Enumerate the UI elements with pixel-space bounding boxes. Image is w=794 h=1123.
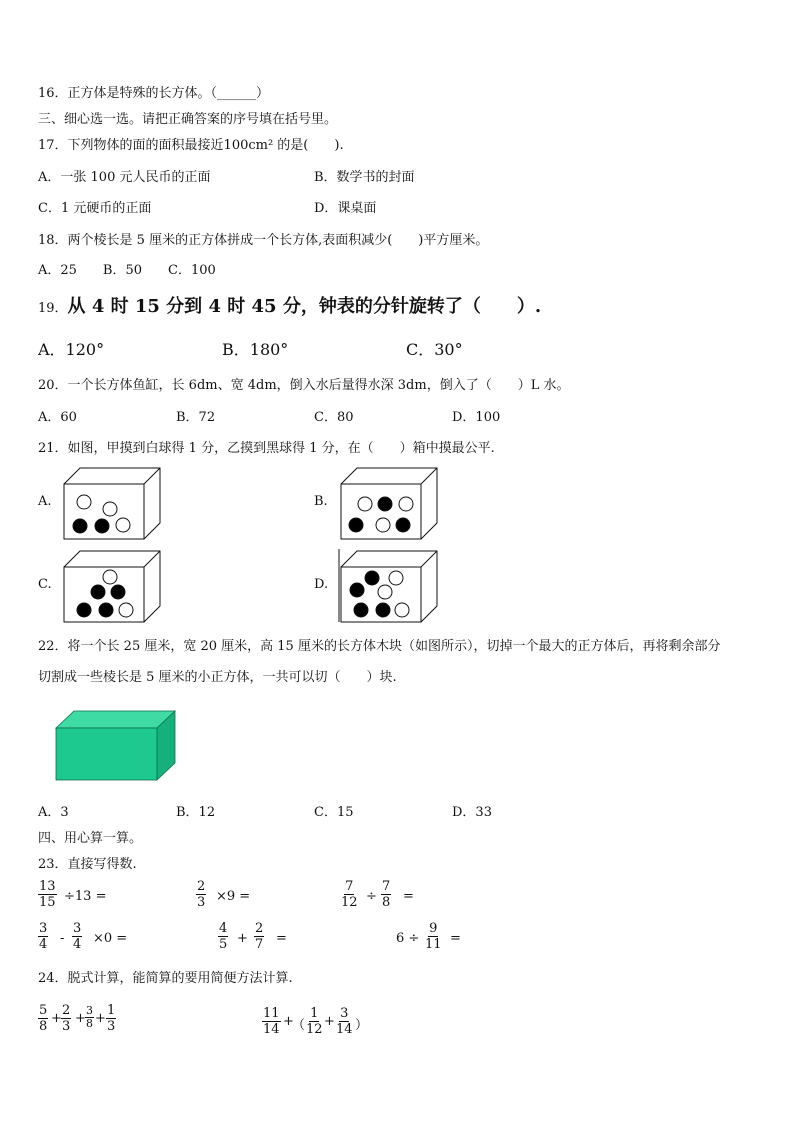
q22-option-c[interactable]: C．15 — [314, 805, 354, 820]
q22-text-line1: 22．将一个长 25 厘米，宽 20 厘米，高 15 厘米的长方体木块（如图所示），切掉一个最大的正方体后，再将剩余部分 — [38, 639, 721, 654]
open-paren: （ — [292, 1018, 306, 1033]
black-ball — [95, 519, 109, 533]
q23-text: 23．直接写得数. — [38, 857, 137, 872]
expr-rest: = — [403, 889, 414, 904]
q17-option-c[interactable]: C．1 元硬币的正面 — [38, 201, 152, 216]
q21-label-d[interactable]: D. — [314, 577, 329, 592]
black-ball — [354, 603, 368, 617]
q19-option-a[interactable]: A．120° — [38, 340, 105, 359]
expr-operator: - — [60, 931, 65, 946]
cuboid-top-face — [56, 711, 175, 728]
q22-option-d[interactable]: D．33 — [452, 805, 492, 820]
fraction: $\frac{3}{14}$ — [336, 1006, 353, 1037]
black-ball — [99, 603, 113, 617]
fraction: $\frac{1}{3}$ — [107, 1003, 116, 1034]
q20-option-a[interactable]: A．60 — [38, 410, 77, 425]
fraction: $\frac{3}{4}$ — [39, 921, 48, 952]
black-ball — [349, 518, 363, 532]
fraction: $\frac{7}{8}$ — [382, 879, 391, 910]
black-ball — [350, 583, 364, 597]
q19-body: 从 4 时 15 分到 4 时 45 分，钟表的分针旋转了（ ）. — [67, 296, 542, 317]
q24-text: 24．脱式计算，能简算的要用简便方法计算. — [38, 971, 293, 986]
fraction: $\frac{13}{15}$ — [39, 879, 56, 910]
white-ball — [358, 497, 372, 511]
white-ball — [119, 603, 133, 617]
section-3-heading: 三、细心选一选。请把正确答案的序号填在括号里。 — [38, 112, 338, 127]
q17-option-a[interactable]: A．一张 100 元人民币的正面 — [38, 170, 211, 185]
box-d-figure — [339, 549, 441, 624]
plus-sign: + — [324, 1014, 335, 1029]
fraction: $\frac{9}{11}$ — [425, 921, 442, 952]
expr-rest: ÷13 = — [64, 889, 107, 904]
expr-operator: ÷ — [366, 889, 377, 904]
box-b-figure — [339, 466, 441, 541]
white-ball — [395, 603, 409, 617]
expr-rest: = — [450, 931, 461, 946]
cuboid-figure — [55, 710, 177, 782]
expr-rest: ×9 = — [216, 889, 251, 904]
plus-sign: + — [283, 1014, 294, 1029]
white-ball — [399, 497, 413, 511]
q18-text: 18．两个棱长是 5 厘米的正方体拼成一个长方体,表面积减少( )平方厘米。 — [38, 233, 489, 248]
q21-label-b[interactable]: B. — [314, 494, 328, 509]
white-ball — [103, 570, 117, 584]
q19-text: 19．从 4 时 15 分到 4 时 45 分，钟表的分针旋转了（ ）. — [38, 296, 542, 317]
q21-text: 21．如图，甲摸到白球得 1 分，乙摸到黑球得 1 分，在（ ）箱中摸最公平. — [38, 441, 495, 456]
plus-sign: + — [75, 1011, 86, 1026]
expr-rest: ×0 = — [93, 931, 128, 946]
white-ball — [77, 495, 91, 509]
white-ball — [116, 518, 130, 532]
fraction: $\frac{3}{4}$ — [73, 921, 82, 952]
white-ball — [378, 585, 392, 599]
fraction: $\frac{11}{14}$ — [263, 1006, 280, 1037]
q17-option-d[interactable]: D．课桌面 — [314, 201, 377, 216]
fraction: $\frac{2}{3}$ — [62, 1003, 71, 1034]
q21-label-c[interactable]: C. — [38, 577, 52, 592]
plus-sign: + — [51, 1011, 62, 1026]
q19-option-c[interactable]: C．30° — [406, 340, 463, 359]
q17-text: 17．下列物体的面的面积最接近100cm² 的是( ). — [38, 138, 344, 153]
fraction: 3 8 — [86, 1004, 93, 1030]
black-ball — [111, 585, 125, 599]
white-ball — [389, 571, 403, 585]
expr-operator: + — [237, 931, 248, 946]
fraction: $\frac{2}{7}$ — [255, 921, 264, 952]
black-ball — [396, 518, 410, 532]
q16-text: 16．正方体是特殊的长方体。（______） — [38, 86, 270, 101]
white-ball — [376, 518, 390, 532]
fraction: $\frac{2}{3}$ — [197, 879, 206, 910]
q22-option-a[interactable]: A．3 — [38, 805, 69, 820]
cuboid-front-face — [56, 728, 157, 780]
plus-sign: + — [95, 1011, 106, 1026]
q22-text-line2: 切割成一些棱长是 5 厘米的小正方体，一共可以切（ ）块. — [38, 670, 397, 685]
q20-option-b[interactable]: B．72 — [176, 410, 216, 425]
q18-options[interactable]: A．25 B．50 C．100 — [38, 263, 216, 278]
white-ball — [103, 502, 117, 516]
fraction: $\frac{7}{12}$ — [341, 879, 358, 910]
black-ball — [77, 603, 91, 617]
black-ball — [365, 571, 379, 585]
close-paren: ） — [355, 1018, 369, 1033]
q21-label-a[interactable]: A. — [38, 494, 52, 509]
q20-text: 20．一个长方体鱼缸，长 6dm、宽 4dm，倒入水后量得水深 3dm，倒入了（ ）L 水。 — [38, 378, 570, 393]
q20-option-d[interactable]: D．100 — [452, 410, 501, 425]
box-c-figure — [62, 549, 164, 624]
black-ball — [376, 603, 390, 617]
black-ball — [73, 519, 87, 533]
black-ball — [378, 497, 392, 511]
expr-prefix: 6 ÷ — [396, 931, 420, 946]
q20-option-c[interactable]: C．80 — [314, 410, 354, 425]
expr-rest: = — [276, 931, 287, 946]
q22-option-b[interactable]: B．12 — [176, 805, 216, 820]
black-ball — [91, 585, 105, 599]
fraction: $\frac{4}{5}$ — [219, 921, 228, 952]
fraction: $\frac{5}{8}$ — [39, 1003, 48, 1034]
fraction: $\frac{1}{12}$ — [306, 1006, 323, 1037]
section-4-heading: 四、用心算一算。 — [38, 831, 143, 846]
q19-option-b[interactable]: B．180° — [222, 340, 289, 359]
box-a-figure — [62, 466, 164, 541]
q17-option-b[interactable]: B．数学书的封面 — [314, 170, 415, 185]
